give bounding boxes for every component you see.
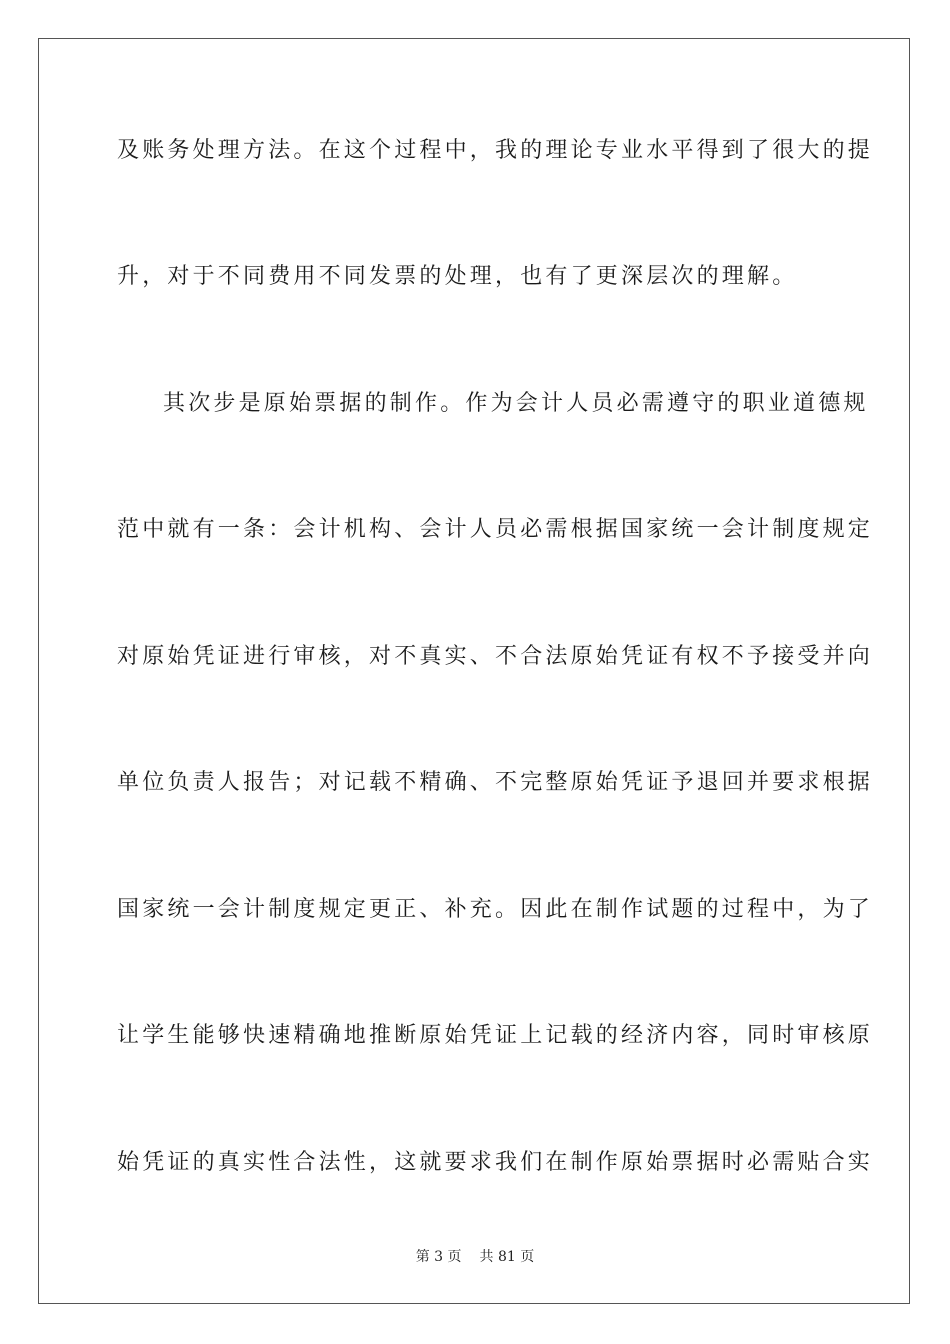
page-footer	[0, 1248, 950, 1266]
body-text-line: 单位负责人报告；对记载不精确、不完整原始凭证予退回并要求根据	[117, 770, 874, 795]
body-text-line: 升，对于不同费用不同发票的处理，也有了更深层次的理解。	[117, 264, 798, 289]
body-text-line: 其次步是原始票据的制作。作为会计人员必需遵守的职业道德规	[163, 391, 869, 416]
body-text-line: 范中就有一条：会计机构、会计人员必需根据国家统一会计制度规定	[117, 517, 874, 542]
body-text-line: 及账务处理方法。在这个过程中，我的理论专业水平得到了很大的提	[117, 138, 874, 163]
body-text-line: 让学生能够快速精确地推断原始凭证上记载的经济内容，同时审核原	[117, 1023, 874, 1048]
page-number: 第 3 页	[415, 1249, 462, 1265]
total-pages: 共 81 页	[479, 1249, 535, 1265]
body-text-line: 国家统一会计制度规定更正、补充。因此在制作试题的过程中，为了	[117, 897, 874, 922]
body-text-line: 对原始凭证进行审核，对不真实、不合法原始凭证有权不予接受并向	[117, 644, 874, 669]
body-text-line: 始凭证的真实性合法性，这就要求我们在制作原始票据时必需贴合实	[117, 1150, 874, 1175]
